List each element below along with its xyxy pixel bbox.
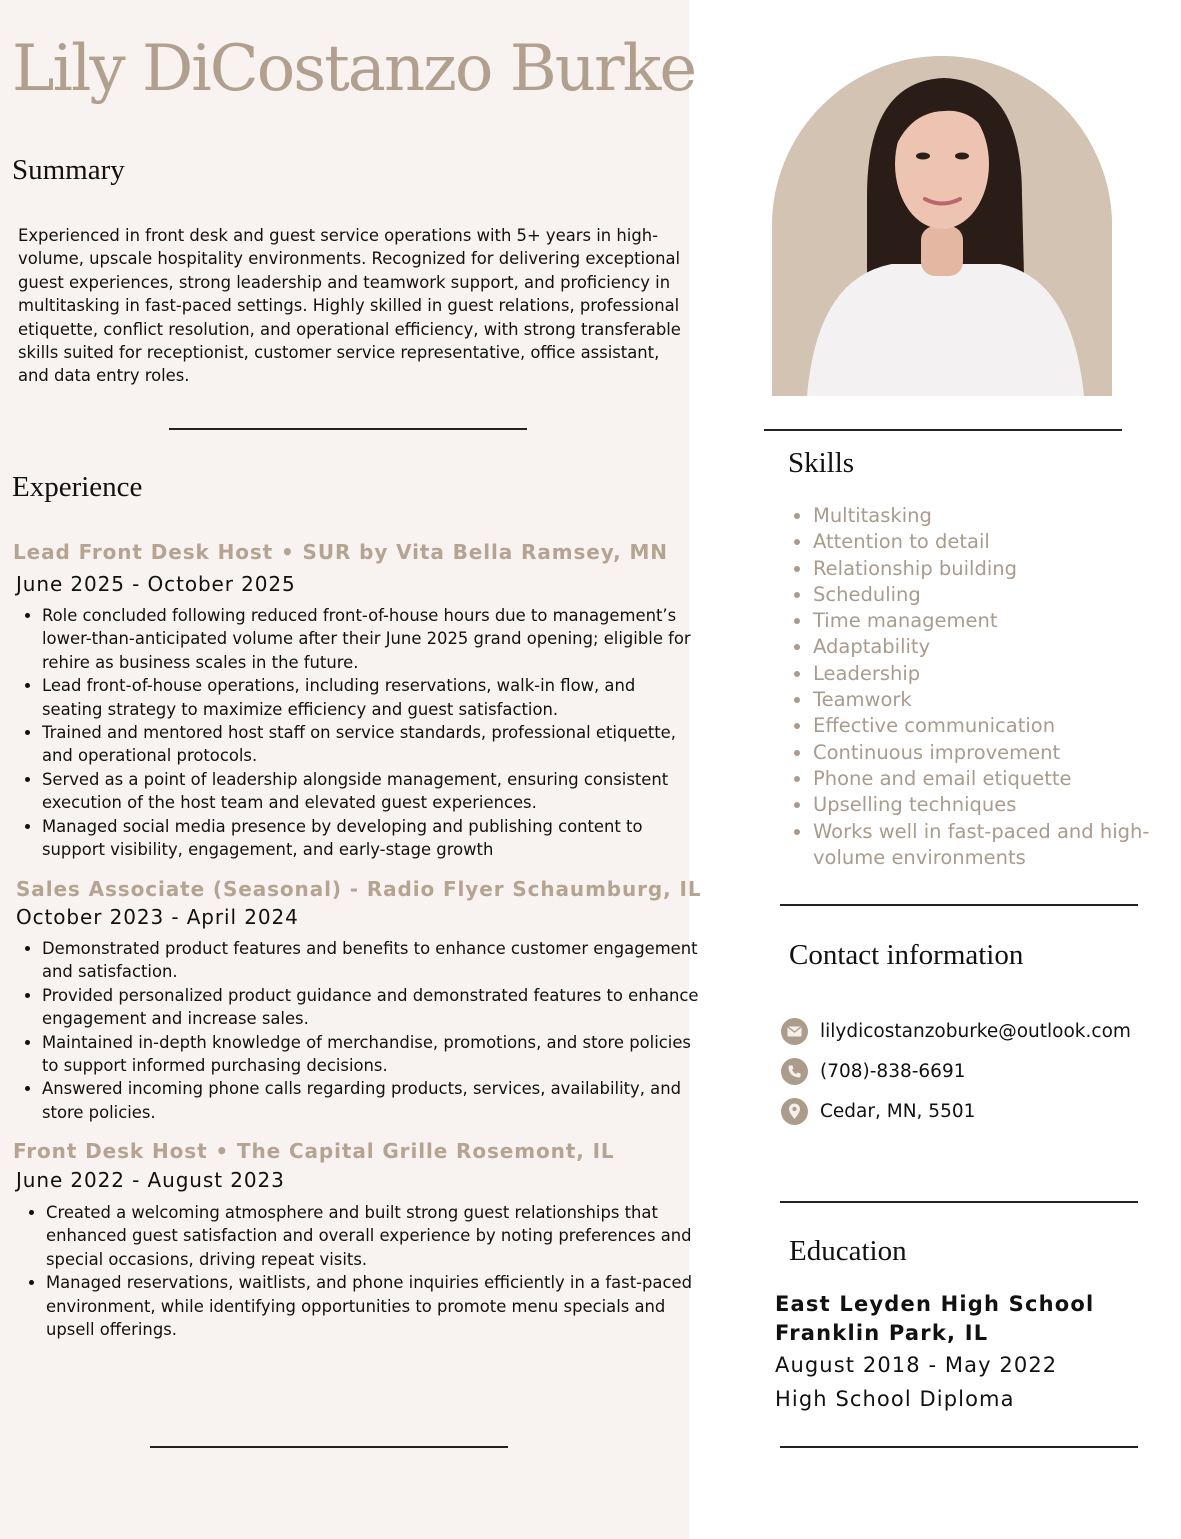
job-title: Lead Front Desk Host • SUR by Vita Bella Ramsey, MN (13, 540, 668, 564)
list-item: • Role concluded following reduced front-of-house hours due to management’s lower-than-anticipated volume after their June 2025 grand opening; eligible for rehire as business scales in the future. (42, 604, 700, 674)
contact-email-row[interactable] (781, 1017, 1131, 1045)
list-item: • Teamwork (813, 687, 1173, 713)
list-item: • Created a welcoming atmosphere and built strong guest relationships that enhanced guest satisfaction and overall experience by noting preferences and special occasions, driving repeat visits. (46, 1201, 706, 1271)
location-pin-icon (781, 1098, 808, 1125)
list-item: • Scheduling (813, 582, 1173, 608)
job-bullets (24, 1201, 706, 1341)
job-bullets (20, 937, 700, 1124)
job-dates: June 2025 - October 2025 (16, 572, 296, 596)
list-item: • Maintained in-depth knowledge of merchandise, promotions, and store policies to support informed purchasing decisions. (42, 1031, 700, 1078)
list-item: • Leadership (813, 661, 1173, 687)
list-item: • Managed reservations, waitlists, and phone inquiries efficiently in a fast-paced environment, while identifying opportunities to promote menu specials and upsell offerings. (46, 1271, 706, 1341)
experience-heading: Experience (12, 471, 143, 503)
list-item: • Multitasking (813, 503, 1173, 529)
contact-phone-row[interactable] (781, 1057, 966, 1085)
school-city: Franklin Park, IL (775, 1321, 989, 1345)
contact-location: Cedar, MN, 5501 (820, 1100, 976, 1122)
list-item: • Trained and mentored host staff on service standards, professional etiquette, and operational protocols. (42, 721, 700, 768)
job-dates: October 2023 - April 2024 (16, 905, 299, 929)
list-item: • Effective communication (813, 713, 1173, 739)
list-item: • Provided personalized product guidance and demonstrated features to enhance engagement and increase sales. (42, 984, 700, 1031)
candidate-name: Lily DiCostanzo Burke (12, 32, 696, 106)
list-item: • Demonstrated product features and benefits to enhance customer engagement and satisfaction. (42, 937, 700, 984)
divider (169, 428, 527, 430)
list-item: • Upselling techniques (813, 792, 1173, 818)
contact-phone[interactable]: (708)-838-6691 (820, 1060, 966, 1082)
divider (780, 1201, 1138, 1203)
list-item: • Phone and email etiquette (813, 766, 1173, 792)
list-item: • Answered incoming phone calls regarding products, services, availability, and store policies. (42, 1077, 700, 1124)
list-item: • Lead front-of-house operations, including reservations, walk-in flow, and seating strategy to maximize efficiency and guest satisfaction. (42, 674, 700, 721)
education-dates: August 2018 - May 2022 (775, 1353, 1058, 1377)
summary-text: Experienced in front desk and guest service operations with 5+ years in high-volume, upscale hospitality environments. Recognized for delivering exceptional guest experiences, strong leadership and teamwork support, and proficiency in multitasking in fast-paced settings. Highly skilled in guest relations, professional etiquette, conflict resolution, and operational efficiency, with strong transferable skills suited for receptionist, customer service representative, office assistant, and data entry roles. (18, 226, 681, 386)
contact-heading: Contact information (789, 939, 1024, 971)
mail-icon (781, 1018, 808, 1045)
list-item: • Managed social media presence by developing and publishing content to support visibility, engagement, and early-stage growth (42, 815, 700, 862)
contact-location-row (781, 1097, 975, 1125)
job-bullets (20, 604, 700, 861)
divider (780, 1446, 1138, 1448)
degree: High School Diploma (775, 1387, 1015, 1411)
list-item: • Works well in fast-paced and high-volume environments (813, 819, 1173, 872)
divider (764, 429, 1122, 431)
profile-photo (772, 56, 1112, 396)
list-item: • Continuous improvement (813, 740, 1173, 766)
list-item: • Adaptability (813, 634, 1173, 660)
skills-heading: Skills (788, 447, 855, 479)
list-item: • Time management (813, 608, 1173, 634)
contact-email[interactable]: lilydicostanzoburke@outlook.com (820, 1020, 1131, 1042)
job-title: Front Desk Host • The Capital Grille Rosemont, IL (13, 1139, 615, 1163)
skills-list (790, 503, 1173, 871)
list-item: • Attention to detail (813, 529, 1173, 555)
list-item: • Served as a point of leadership alongside management, ensuring consistent execution of the host team and elevated guest experiences. (42, 768, 700, 815)
divider (780, 904, 1138, 906)
job-dates: June 2022 - August 2023 (16, 1168, 285, 1192)
education-heading: Education (789, 1235, 907, 1267)
list-item: • Relationship building (813, 556, 1173, 582)
job-title: Sales Associate (Seasonal) - Radio Flyer Schaumburg, IL (16, 877, 702, 901)
divider (150, 1446, 508, 1448)
phone-icon (781, 1058, 808, 1085)
school-name: East Leyden High School (775, 1292, 1095, 1316)
summary-heading: Summary (12, 154, 125, 186)
